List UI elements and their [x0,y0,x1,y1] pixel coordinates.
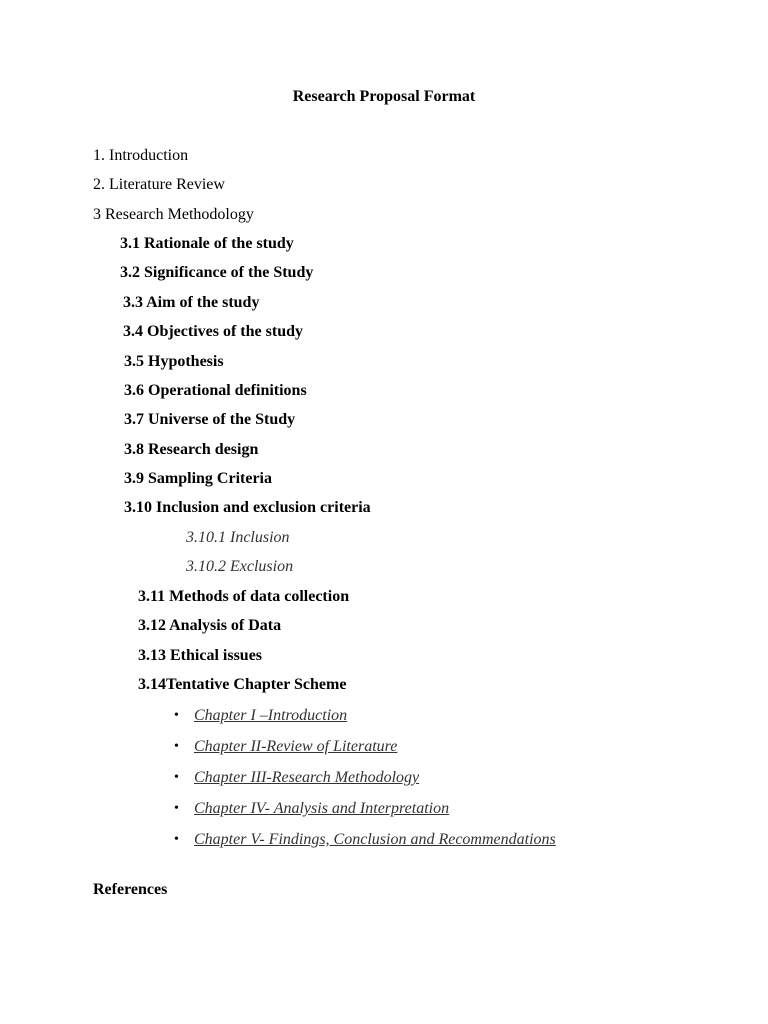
section-literature-review: 2. Literature Review [93,176,225,193]
subsection-sampling-criteria: 3.9 Sampling Criteria [124,470,272,487]
bullet-marker: • [174,801,179,816]
sub-subsection-inclusion: 3.10.1 Inclusion [186,529,290,546]
subsection-hypothesis: 3.5 Hypothesis [124,353,224,370]
subsection-ethical-issues: 3.13 Ethical issues [138,647,263,664]
subsection-analysis-of-data: 3.12 Analysis of Data [138,617,282,634]
section-introduction: 1. Introduction [93,147,189,164]
subsection-operational-definitions: 3.6 Operational definitions [124,382,307,399]
chapter-link-1[interactable]: Chapter I –Introduction [194,707,348,724]
subsection-universe: 3.7 Universe of the Study [124,411,296,428]
document-title: Research Proposal Format [292,88,476,105]
sub-subsection-exclusion: 3.10.2 Exclusion [186,558,294,575]
subsection-data-collection: 3.11 Methods of data collection [138,588,350,605]
subsection-research-design: 3.8 Research design [124,441,259,458]
chapter-link-4[interactable]: Chapter IV- Analysis and Interpretation [194,800,450,817]
subsection-chapter-scheme: 3.14Tentative Chapter Scheme [138,676,347,693]
chapter-link-2[interactable]: Chapter II-Review of Literature [194,738,398,755]
bullet-marker: • [174,770,179,785]
bullet-marker: • [174,739,179,754]
bullet-marker: • [174,832,179,847]
subsection-significance: 3.2 Significance of the Study [120,264,314,281]
references-heading: References [93,881,168,898]
section-research-methodology: 3 Research Methodology [93,206,254,223]
subsection-rationale: 3.1 Rationale of the study [120,235,294,252]
chapter-link-5[interactable]: Chapter V- Findings, Conclusion and Recommendations [194,831,556,848]
chapter-link-3[interactable]: Chapter III-Research Methodology [194,769,420,786]
subsection-aim: 3.3 Aim of the study [123,294,260,311]
bullet-marker: • [174,708,179,723]
subsection-objectives: 3.4 Objectives of the study [123,323,303,340]
subsection-inclusion-exclusion: 3.10 Inclusion and exclusion criteria [124,499,371,516]
